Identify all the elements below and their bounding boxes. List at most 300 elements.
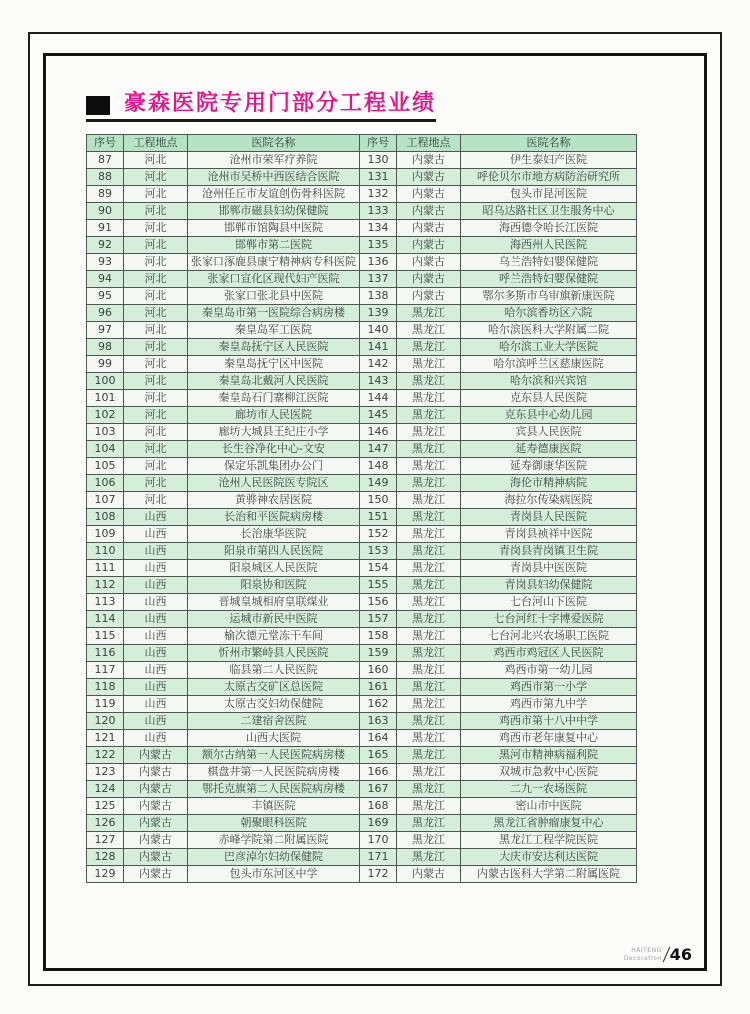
table-cell: 100	[87, 373, 124, 390]
table-cell: 128	[87, 849, 124, 866]
table-row	[87, 203, 637, 220]
table-cell: 宾县人民医院	[461, 424, 637, 441]
table-cell: 155	[360, 577, 397, 594]
table-cell: 哈尔滨工业大学医院	[461, 339, 637, 356]
table-cell: 海西德令哈长江医院	[461, 220, 637, 237]
table-row	[87, 832, 637, 849]
table-cell: 青岗县青岗镇卫生院	[461, 543, 637, 560]
table-cell: 167	[360, 781, 397, 798]
table-cell: 包头市东河区中学	[188, 866, 360, 883]
table-row	[87, 441, 637, 458]
table-cell: 沧州任丘市友谊创伤骨科医院	[188, 186, 360, 203]
brand-logo-text	[624, 947, 662, 961]
table-cell: 青岗县人民医院	[461, 509, 637, 526]
table-cell: 168	[360, 798, 397, 815]
table-cell: 二九一农场医院	[461, 781, 637, 798]
table-cell: 秦皇岛抚宁区中医院	[188, 356, 360, 373]
table-cell: 昭乌达路社区卫生服务中心	[461, 203, 637, 220]
table-cell: 鸡西市第十八中中学	[461, 713, 637, 730]
table-cell: 142	[360, 356, 397, 373]
table-cell: 154	[360, 560, 397, 577]
table-cell: 96	[87, 305, 124, 322]
table-cell: 137	[360, 271, 397, 288]
table-cell: 166	[360, 764, 397, 781]
table-cell: 黄骅神农居医院	[188, 492, 360, 509]
table-cell: 山西	[124, 645, 188, 662]
table-row	[87, 169, 637, 186]
table-cell: 97	[87, 322, 124, 339]
table-cell: 海拉尔传染病医院	[461, 492, 637, 509]
table-cell: 河北	[124, 475, 188, 492]
table-cell: 121	[87, 730, 124, 747]
table-cell: 黑龙江	[397, 764, 461, 781]
table-cell: 黑河市精神病福利院	[461, 747, 637, 764]
table-cell: 98	[87, 339, 124, 356]
table-cell: 黑龙江	[397, 747, 461, 764]
table-cell: 河北	[124, 373, 188, 390]
table-cell: 160	[360, 662, 397, 679]
table-cell: 内蒙古医科大学第二附属医院	[461, 866, 637, 883]
table-cell: 鸡西市鸡冠区人民医院	[461, 645, 637, 662]
table-cell: 河北	[124, 305, 188, 322]
table-cell: 107	[87, 492, 124, 509]
table-cell: 海伦市精神病院	[461, 475, 637, 492]
table-cell: 内蒙古	[397, 271, 461, 288]
table-cell: 邯郸市馆陶县中医院	[188, 220, 360, 237]
table-cell: 黑龙江	[397, 305, 461, 322]
table-cell: 丰镇医院	[188, 798, 360, 815]
table-cell: 河北	[124, 322, 188, 339]
table-cell: 112	[87, 577, 124, 594]
table-cell: 张家口张北县中医院	[188, 288, 360, 305]
table-cell: 内蒙古	[124, 747, 188, 764]
table-cell: 临县第二人民医院	[188, 662, 360, 679]
table-row	[87, 237, 637, 254]
table-cell: 88	[87, 169, 124, 186]
table-cell: 山西	[124, 696, 188, 713]
table-row	[87, 645, 637, 662]
table-cell: 大庆市安达利达医院	[461, 849, 637, 866]
table-cell: 119	[87, 696, 124, 713]
table-cell: 克东县人民医院	[461, 390, 637, 407]
table-cell: 七台河山下医院	[461, 594, 637, 611]
table-cell: 乌兰浩特妇婴保健院	[461, 254, 637, 271]
table-cell: 榆次德元堂冻干车间	[188, 628, 360, 645]
table-cell: 山西	[124, 662, 188, 679]
table-cell: 87	[87, 152, 124, 169]
table-cell: 内蒙古	[397, 866, 461, 883]
table-cell: 秦皇岛北戴河人民医院	[188, 373, 360, 390]
table-cell: 长生谷净化中心-文安	[188, 441, 360, 458]
table-cell: 136	[360, 254, 397, 271]
table-cell: 鄂尔多斯市乌审旗新康医院	[461, 288, 637, 305]
table-cell: 91	[87, 220, 124, 237]
table-cell: 133	[360, 203, 397, 220]
page-inner-frame	[43, 53, 707, 971]
page-number: 46	[669, 945, 692, 964]
table-row	[87, 679, 637, 696]
table-cell: 内蒙古	[124, 849, 188, 866]
table-cell: 94	[87, 271, 124, 288]
table-cell: 秦皇岛抚宁区人民医院	[188, 339, 360, 356]
table-row	[87, 628, 637, 645]
table-cell: 山西	[124, 713, 188, 730]
table-cell: 鄂托克旗第二人民医院病房楼	[188, 781, 360, 798]
table-cell: 河北	[124, 390, 188, 407]
table-cell: 忻州市繁峙县人民医院	[188, 645, 360, 662]
table-cell: 黑龙江	[397, 815, 461, 832]
table-cell: 153	[360, 543, 397, 560]
table-cell: 156	[360, 594, 397, 611]
table-cell: 109	[87, 526, 124, 543]
table-cell: 保定乐凯集团办公门	[188, 458, 360, 475]
table-cell: 89	[87, 186, 124, 203]
table-cell: 克东县中心幼儿园	[461, 407, 637, 424]
table-cell: 内蒙古	[124, 815, 188, 832]
table-cell: 河北	[124, 271, 188, 288]
table-cell: 111	[87, 560, 124, 577]
table-cell: 117	[87, 662, 124, 679]
table-cell: 黑龙江	[397, 560, 461, 577]
table-cell: 黑龙江	[397, 322, 461, 339]
table-row	[87, 339, 637, 356]
table-cell: 河北	[124, 220, 188, 237]
table-cell: 二建宿舍医院	[188, 713, 360, 730]
table-cell: 呼伦贝尔市地方病防治研究所	[461, 169, 637, 186]
table-cell: 河北	[124, 203, 188, 220]
table-cell: 161	[360, 679, 397, 696]
table-row	[87, 271, 637, 288]
table-row	[87, 866, 637, 883]
table-cell: 巴彦淖尔妇幼保健院	[188, 849, 360, 866]
table-row	[87, 186, 637, 203]
table-cell: 黑龙江	[397, 339, 461, 356]
table-cell: 阳泉协和医院	[188, 577, 360, 594]
table-cell: 黑龙江	[397, 424, 461, 441]
table-cell: 黑龙江	[397, 781, 461, 798]
table-cell: 黑龙江	[397, 679, 461, 696]
table-cell: 秦皇岛石门寨柳江医院	[188, 390, 360, 407]
table-cell: 河北	[124, 356, 188, 373]
table-row	[87, 526, 637, 543]
table-row	[87, 152, 637, 169]
table-header-cell: 序号	[360, 135, 397, 152]
table-cell: 伊生泰妇产医院	[461, 152, 637, 169]
table-cell: 鸡西市第一幼儿园	[461, 662, 637, 679]
table-cell: 内蒙古	[397, 254, 461, 271]
table-cell: 青岗县祯祥中医院	[461, 526, 637, 543]
table-cell: 额尔古纳第一人民医院病房楼	[188, 747, 360, 764]
table-cell: 159	[360, 645, 397, 662]
table-cell: 126	[87, 815, 124, 832]
table-header-cell: 工程地点	[397, 135, 461, 152]
table-cell: 内蒙古	[124, 866, 188, 883]
table-cell: 黑龙江	[397, 475, 461, 492]
table-cell: 141	[360, 339, 397, 356]
table-cell: 169	[360, 815, 397, 832]
table-row	[87, 407, 637, 424]
table-cell: 内蒙古	[397, 288, 461, 305]
table-row	[87, 849, 637, 866]
table-cell: 103	[87, 424, 124, 441]
project-performance-table	[86, 134, 637, 883]
table-cell: 河北	[124, 237, 188, 254]
table-row	[87, 764, 637, 781]
table-cell: 延寿御康华医院	[461, 458, 637, 475]
table-cell: 内蒙古	[397, 203, 461, 220]
table-cell: 黑龙江	[397, 356, 461, 373]
table-cell: 黑龙江	[397, 458, 461, 475]
table-cell: 147	[360, 441, 397, 458]
table-cell: 河北	[124, 169, 188, 186]
table-cell: 102	[87, 407, 124, 424]
table-cell: 朝聚眼科医院	[188, 815, 360, 832]
table-row	[87, 696, 637, 713]
table-cell: 105	[87, 458, 124, 475]
table-cell: 邯郸市第二医院	[188, 237, 360, 254]
table-cell: 黑龙江	[397, 849, 461, 866]
table-cell: 长治康华医院	[188, 526, 360, 543]
table-cell: 145	[360, 407, 397, 424]
table-cell: 黑龙江	[397, 628, 461, 645]
table-cell: 146	[360, 424, 397, 441]
table-cell: 河北	[124, 458, 188, 475]
table-cell: 170	[360, 832, 397, 849]
table-cell: 黑龙江工程学院医院	[461, 832, 637, 849]
table-cell: 哈尔滨医科大学附属二院	[461, 322, 637, 339]
table-cell: 黑龙江	[397, 798, 461, 815]
table-cell: 内蒙古	[397, 152, 461, 169]
table-row	[87, 509, 637, 526]
table-cell: 黑龙江	[397, 373, 461, 390]
table-header-cell: 序号	[87, 135, 124, 152]
table-cell: 沧州市吴桥中西医结合医院	[188, 169, 360, 186]
table-cell: 黑龙江	[397, 594, 461, 611]
table-cell: 鸡西市第一小学	[461, 679, 637, 696]
table-row	[87, 713, 637, 730]
table-cell: 125	[87, 798, 124, 815]
table-cell: 95	[87, 288, 124, 305]
table-row	[87, 577, 637, 594]
table-cell: 黑龙江	[397, 713, 461, 730]
table-cell: 山西	[124, 594, 188, 611]
table-row	[87, 611, 637, 628]
table-cell: 内蒙古	[124, 798, 188, 815]
table-cell: 123	[87, 764, 124, 781]
table-cell: 秦皇岛军工医院	[188, 322, 360, 339]
table-cell: 河北	[124, 152, 188, 169]
table-row	[87, 322, 637, 339]
table-cell: 双城市急救中心医院	[461, 764, 637, 781]
table-cell: 165	[360, 747, 397, 764]
table-cell: 黑龙江	[397, 645, 461, 662]
table-row	[87, 254, 637, 271]
table-cell: 张家口宣化区现代妇产医院	[188, 271, 360, 288]
table-cell: 青岗县中医医院	[461, 560, 637, 577]
table-cell: 135	[360, 237, 397, 254]
table-cell: 山西	[124, 577, 188, 594]
table-cell: 黑龙江	[397, 543, 461, 560]
table-row	[87, 356, 637, 373]
table-cell: 山西	[124, 526, 188, 543]
table-cell: 140	[360, 322, 397, 339]
table-cell: 山西	[124, 509, 188, 526]
table-cell: 149	[360, 475, 397, 492]
table-cell: 太原古交妇幼保健院	[188, 696, 360, 713]
table-cell: 162	[360, 696, 397, 713]
table-row	[87, 815, 637, 832]
table-cell: 139	[360, 305, 397, 322]
table-cell: 阳泉市第四人民医院	[188, 543, 360, 560]
table-row	[87, 390, 637, 407]
table-row	[87, 730, 637, 747]
table-cell: 116	[87, 645, 124, 662]
table-cell: 99	[87, 356, 124, 373]
table-cell: 山西	[124, 543, 188, 560]
table-cell: 棋盘井第一人民医院病房楼	[188, 764, 360, 781]
table-cell: 黑龙江省肿瘤康复中心	[461, 815, 637, 832]
page-outer-frame	[28, 32, 722, 986]
table-row	[87, 305, 637, 322]
table-row	[87, 424, 637, 441]
table-cell: 河北	[124, 254, 188, 271]
table-row	[87, 747, 637, 764]
table-cell: 172	[360, 866, 397, 883]
table-cell: 118	[87, 679, 124, 696]
table-row	[87, 560, 637, 577]
table-cell: 134	[360, 220, 397, 237]
table-cell: 长治和平医院病房楼	[188, 509, 360, 526]
table-header-cell: 医院名称	[461, 135, 637, 152]
table-cell: 内蒙古	[397, 186, 461, 203]
table-cell: 沧州市荣军疗养院	[188, 152, 360, 169]
table-cell: 148	[360, 458, 397, 475]
square-bullet-icon	[86, 96, 110, 115]
table-cell: 129	[87, 866, 124, 883]
table-cell: 山西大医院	[188, 730, 360, 747]
brand-line1: HAITENG	[631, 947, 662, 955]
table-cell: 106	[87, 475, 124, 492]
table-cell: 延寿德康医院	[461, 441, 637, 458]
table-body	[87, 152, 637, 883]
table-cell: 内蒙古	[124, 764, 188, 781]
table-header-cell: 医院名称	[188, 135, 360, 152]
table-cell: 143	[360, 373, 397, 390]
table-cell: 内蒙古	[397, 237, 461, 254]
page-content	[46, 56, 704, 968]
table-cell: 河北	[124, 186, 188, 203]
table-cell: 127	[87, 832, 124, 849]
table-row	[87, 220, 637, 237]
table-row	[87, 781, 637, 798]
table-cell: 哈尔滨和兴宾馆	[461, 373, 637, 390]
table-cell: 163	[360, 713, 397, 730]
table-cell: 132	[360, 186, 397, 203]
table-cell: 152	[360, 526, 397, 543]
table-cell: 哈尔滨香坊区六院	[461, 305, 637, 322]
page-title-block	[86, 92, 436, 122]
table-row	[87, 373, 637, 390]
table-row	[87, 492, 637, 509]
table-cell: 114	[87, 611, 124, 628]
table-cell: 黑龙江	[397, 407, 461, 424]
table-cell: 呼兰浩特妇婴保健院	[461, 271, 637, 288]
table-cell: 124	[87, 781, 124, 798]
table-cell: 黑龙江	[397, 662, 461, 679]
table-cell: 密山市中医院	[461, 798, 637, 815]
table-cell: 河北	[124, 288, 188, 305]
table-cell: 101	[87, 390, 124, 407]
table-cell: 哈尔滨呼兰区慈康医院	[461, 356, 637, 373]
table-cell: 邯郸市磁县妇幼保健院	[188, 203, 360, 220]
table-cell: 110	[87, 543, 124, 560]
table-cell: 130	[360, 152, 397, 169]
table-cell: 河北	[124, 424, 188, 441]
table-row	[87, 662, 637, 679]
table-row	[87, 543, 637, 560]
table-cell: 115	[87, 628, 124, 645]
table-cell: 内蒙古	[397, 169, 461, 186]
table-cell: 164	[360, 730, 397, 747]
table-cell: 山西	[124, 611, 188, 628]
table-cell: 内蒙古	[397, 220, 461, 237]
table-cell: 河北	[124, 339, 188, 356]
table-cell: 山西	[124, 628, 188, 645]
table-cell: 黑龙江	[397, 577, 461, 594]
table-cell: 阳泉城区人民医院	[188, 560, 360, 577]
table-cell: 黑龙江	[397, 832, 461, 849]
table-cell: 93	[87, 254, 124, 271]
table-cell: 92	[87, 237, 124, 254]
table-cell: 赤峰学院第二附属医院	[188, 832, 360, 849]
table-cell: 晋城皇城相府皇联煤业	[188, 594, 360, 611]
table-cell: 内蒙古	[124, 781, 188, 798]
table-cell: 90	[87, 203, 124, 220]
table-row	[87, 798, 637, 815]
footer-brand	[624, 945, 692, 964]
table-cell: 太原古交矿区总医院	[188, 679, 360, 696]
table-cell: 海西州人民医院	[461, 237, 637, 254]
table-cell: 廊坊市人民医院	[188, 407, 360, 424]
table-cell: 138	[360, 288, 397, 305]
table-cell: 七台河红十字博爱医院	[461, 611, 637, 628]
table-cell: 山西	[124, 679, 188, 696]
table-row	[87, 475, 637, 492]
table-row	[87, 458, 637, 475]
table-cell: 171	[360, 849, 397, 866]
table-cell: 七台河北兴农场职工医院	[461, 628, 637, 645]
table-cell: 150	[360, 492, 397, 509]
brand-line2: Decoration	[623, 954, 662, 962]
table-cell: 运城市新民中医院	[188, 611, 360, 628]
table-cell: 122	[87, 747, 124, 764]
table-cell: 120	[87, 713, 124, 730]
table-cell: 秦皇岛市第一医院综合病房楼	[188, 305, 360, 322]
table-cell: 黑龙江	[397, 492, 461, 509]
table-cell: 张家口涿鹿县康宁精神病专科医院	[188, 254, 360, 271]
table-cell: 黑龙江	[397, 611, 461, 628]
table-cell: 158	[360, 628, 397, 645]
table-cell: 黑龙江	[397, 526, 461, 543]
table-cell: 黑龙江	[397, 696, 461, 713]
table-cell: 黑龙江	[397, 509, 461, 526]
table-cell: 河北	[124, 407, 188, 424]
table-cell: 内蒙古	[124, 832, 188, 849]
table-row	[87, 288, 637, 305]
table-cell: 山西	[124, 730, 188, 747]
table-cell: 108	[87, 509, 124, 526]
table-cell: 104	[87, 441, 124, 458]
